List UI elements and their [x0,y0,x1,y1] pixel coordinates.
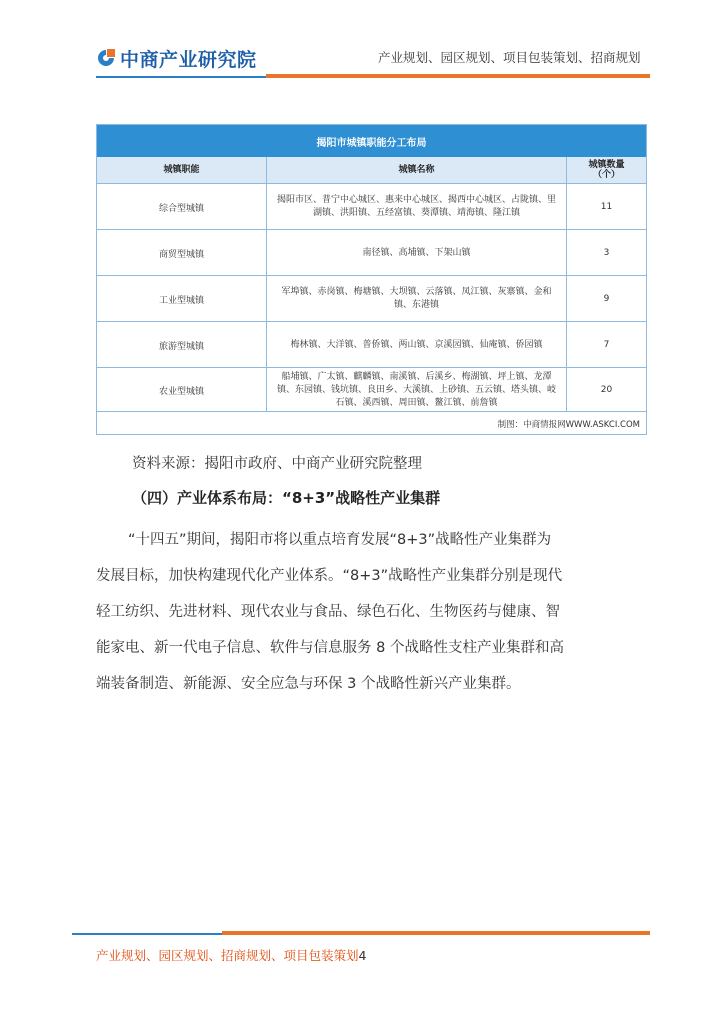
row-names: 军埠镇、赤岗镇、梅塘镇、大坝镇、云落镇、凤江镇、灰寨镇、金和镇、东港镇 [267,276,567,322]
table-row [97,183,646,230]
paragraph-line: 发展目标，加快构建现代化产业体系。“8+3”战略性产业集群分别是现代 [96,568,563,584]
paragraph-line: “十四五”期间，揭阳市将以重点培育发展“8+3”战略性产业集群为 [128,532,552,548]
header-count [567,157,646,183]
row-function: 工业型城镇 [97,276,267,322]
page-number: 4 [358,948,367,963]
table-header-row [97,157,646,183]
row-function: 旅游型城镇 [97,322,267,368]
table-title: 揭阳市城镇职能分工布局 [97,125,646,157]
table-row [97,321,646,368]
paragraph-line: 端装备制造、新能源、安全应急与环保 3 个战略性新兴产业集群。 [96,676,521,692]
logo-text: 中商产业研究院 [120,48,257,71]
table-row [97,275,646,322]
header-names: 城镇名称 [267,157,567,183]
row-names: 梅林镇、大洋镇、普侨镇、两山镇、京溪园镇、仙庵镇、侨园镇 [267,322,567,368]
body-paragraph [96,522,648,702]
row-names: 南径镇、高埔镇、下架山镇 [267,230,567,276]
footer-divider-orange [222,931,650,935]
row-function: 综合型城镇 [97,184,267,230]
page-footer [96,946,366,964]
header-divider-orange [266,74,650,78]
source-note: 资料来源：揭阳市政府、中商产业研究院整理 [132,456,422,472]
header-count-line2: （个） [592,170,620,180]
table-row [97,367,646,412]
row-count: 11 [600,202,613,212]
paragraph-line: 能家电、新一代电子信息、软件与信息服务 8 个战略性支柱产业集群和高 [96,640,564,656]
section-heading: （四）产业体系布局：“8+3”战略性产业集群 [132,489,441,507]
footer-tagline: 产业规划、园区规划、招商规划、项目包装策划 [96,948,359,963]
row-function: 农业型城镇 [97,368,267,412]
paragraph-line: 轻工纺织、先进材料、现代农业与食品、绿色石化、生物医药与健康、智 [96,604,560,620]
header-count-line1: 城镇数量 [588,160,625,170]
row-names: 船埔镇、广太镇、麒麟镇、南溪镇、后溪乡、梅湖镇、坪上镇、龙潭镇、东园镇、钱坑镇、良田乡、大溪镇、上砂镇、五云镇、塔头镇、岐石镇、溪西镇、周田镇、鳌江镇、前詹镇 [267,368,567,412]
header-tagline: 产业规划、园区规划、项目包装策划、招商规划 [378,50,641,65]
row-count: 9 [603,294,610,304]
row-names: 揭阳市区、普宁中心城区、惠来中心城区、揭西中心城区、占陇镇、里湖镇、洪阳镇、五经富镇、葵潭镇、靖海镇、隆江镇 [267,184,567,230]
row-count: 7 [603,340,610,350]
logo-icon [96,48,116,68]
page-header [0,0,724,86]
brand-logo [96,46,257,70]
footer-divider-blue [72,933,222,935]
header-function: 城镇职能 [97,157,267,183]
row-count: 3 [603,248,610,258]
table-credit: 制图：中商情报网WWW.ASKCI.COM [97,411,646,435]
table-row [97,229,646,276]
town-function-table [96,124,647,435]
row-function: 商贸型城镇 [97,230,267,276]
row-count: 20 [600,385,613,395]
header-divider-blue [96,76,266,78]
